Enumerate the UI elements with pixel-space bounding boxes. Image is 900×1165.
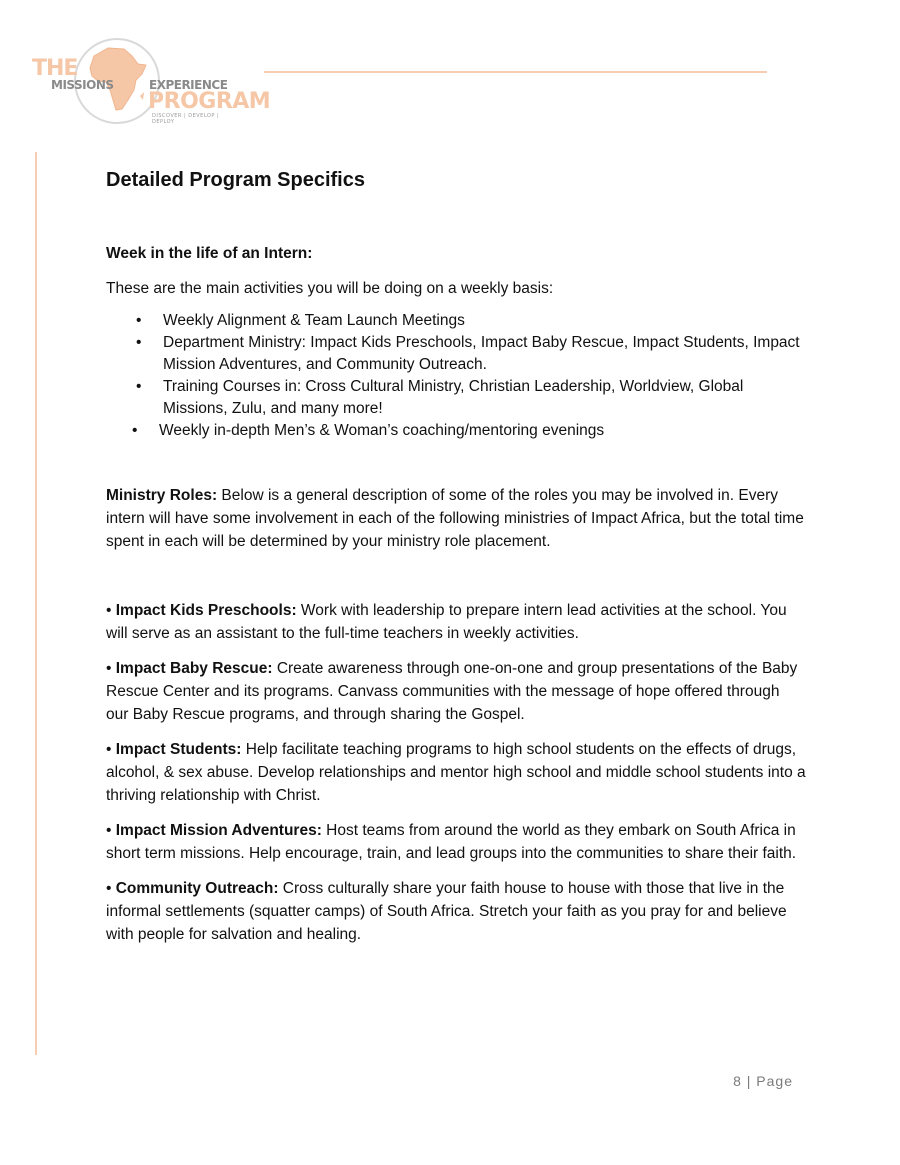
bullet-icon: • [132, 422, 138, 439]
logo-word-program: PROGRAM [148, 89, 271, 114]
activity-text: Training Courses in: Cross Cultural Ministry, Christian Leadership, Worldview, Global Missions, Zulu, and many more! [163, 378, 744, 417]
role-description: Work with leadership to prepare intern lead activities at the school. You will serve as an assistant to the full-time teachers in weekly activities. [106, 602, 787, 642]
list-item [106, 420, 806, 442]
role-bullet: • [106, 602, 116, 619]
week-heading: Week in the life of an Intern: [106, 245, 313, 262]
role-paragraph [106, 738, 806, 807]
role-description: Host teams from around the world as they embark on South Africa in short term missions. Help encourage, train, and lead groups into the communities to share their faith. [106, 822, 797, 862]
role-name: Community Outreach: [115, 880, 279, 897]
logo-word-missions: MISSIONS [51, 78, 114, 92]
ministry-roles-label: Ministry Roles: [106, 487, 218, 504]
activity-text: Department Ministry: Impact Kids Preschools, Impact Baby Rescue, Impact Students, Impact Mission Adventures, and Community Outreach. [163, 334, 800, 373]
bullet-icon: • [136, 334, 142, 351]
role-bullet: • [106, 660, 116, 677]
role-paragraph [106, 599, 806, 645]
role-paragraph [106, 657, 806, 726]
activities-list [106, 310, 806, 442]
role-bullet: • [106, 880, 116, 897]
logo-tagline: DISCOVER | DEVELOP | DEPLOY [152, 113, 220, 125]
logo-word-experience: EXPERIENCE [149, 78, 228, 92]
role-description: Cross culturally share your faith house to house with those that live in the informal settlements (squatter camps) of South Africa. Stretch your faith as you pray for and believe with people for salvation and healing. [106, 880, 787, 943]
activity-text: Weekly Alignment & Team Launch Meetings [163, 312, 465, 329]
logo-word-the: THE [32, 56, 78, 81]
role-bullet: • [106, 741, 116, 758]
bullet-icon: • [136, 378, 142, 395]
margin-divider [35, 152, 37, 1055]
role-description: Create awareness through one-on-one and group presentations of the Baby Rescue Center and its programs. Canvass communities with the message of hope offered through our Baby Rescue programs, and through sharing the Gospel. [106, 660, 798, 723]
role-name: Impact Students: [115, 741, 242, 758]
page-content [106, 166, 806, 958]
role-paragraph [106, 819, 806, 865]
header-divider [264, 71, 767, 73]
activity-text: Weekly in-depth Men’s & Woman’s coaching/mentoring evenings [159, 422, 605, 439]
role-name: Impact Mission Adventures: [115, 822, 322, 839]
bullet-icon: • [136, 312, 142, 329]
role-name: Impact Kids Preschools: [115, 602, 297, 619]
list-item [106, 376, 806, 420]
ministry-roles-paragraph [106, 484, 806, 553]
role-paragraph [106, 877, 806, 946]
role-bullet: • [106, 822, 116, 839]
role-name: Impact Baby Rescue: [115, 660, 273, 677]
ministry-roles-text: Below is a general description of some of the roles you may be involved in. Every intern will have some involvement in each of the following ministries of Impact Africa, but the total time spent in each will be determined by your ministry role placement. [106, 487, 804, 550]
list-item [106, 310, 806, 332]
page-number: 8 | Page [733, 1073, 793, 1089]
role-description: Help facilitate teaching programs to high school students on the effects of drugs, alcohol, & sex abuse. Develop relationships and mentor high school and middle school students into a thriving relationship with Christ. [106, 741, 806, 804]
page-title: Detailed Program Specifics [106, 169, 365, 191]
program-logo [28, 34, 271, 126]
list-item [106, 332, 806, 376]
week-intro: These are the main activities you will be doing on a weekly basis: [106, 280, 554, 297]
